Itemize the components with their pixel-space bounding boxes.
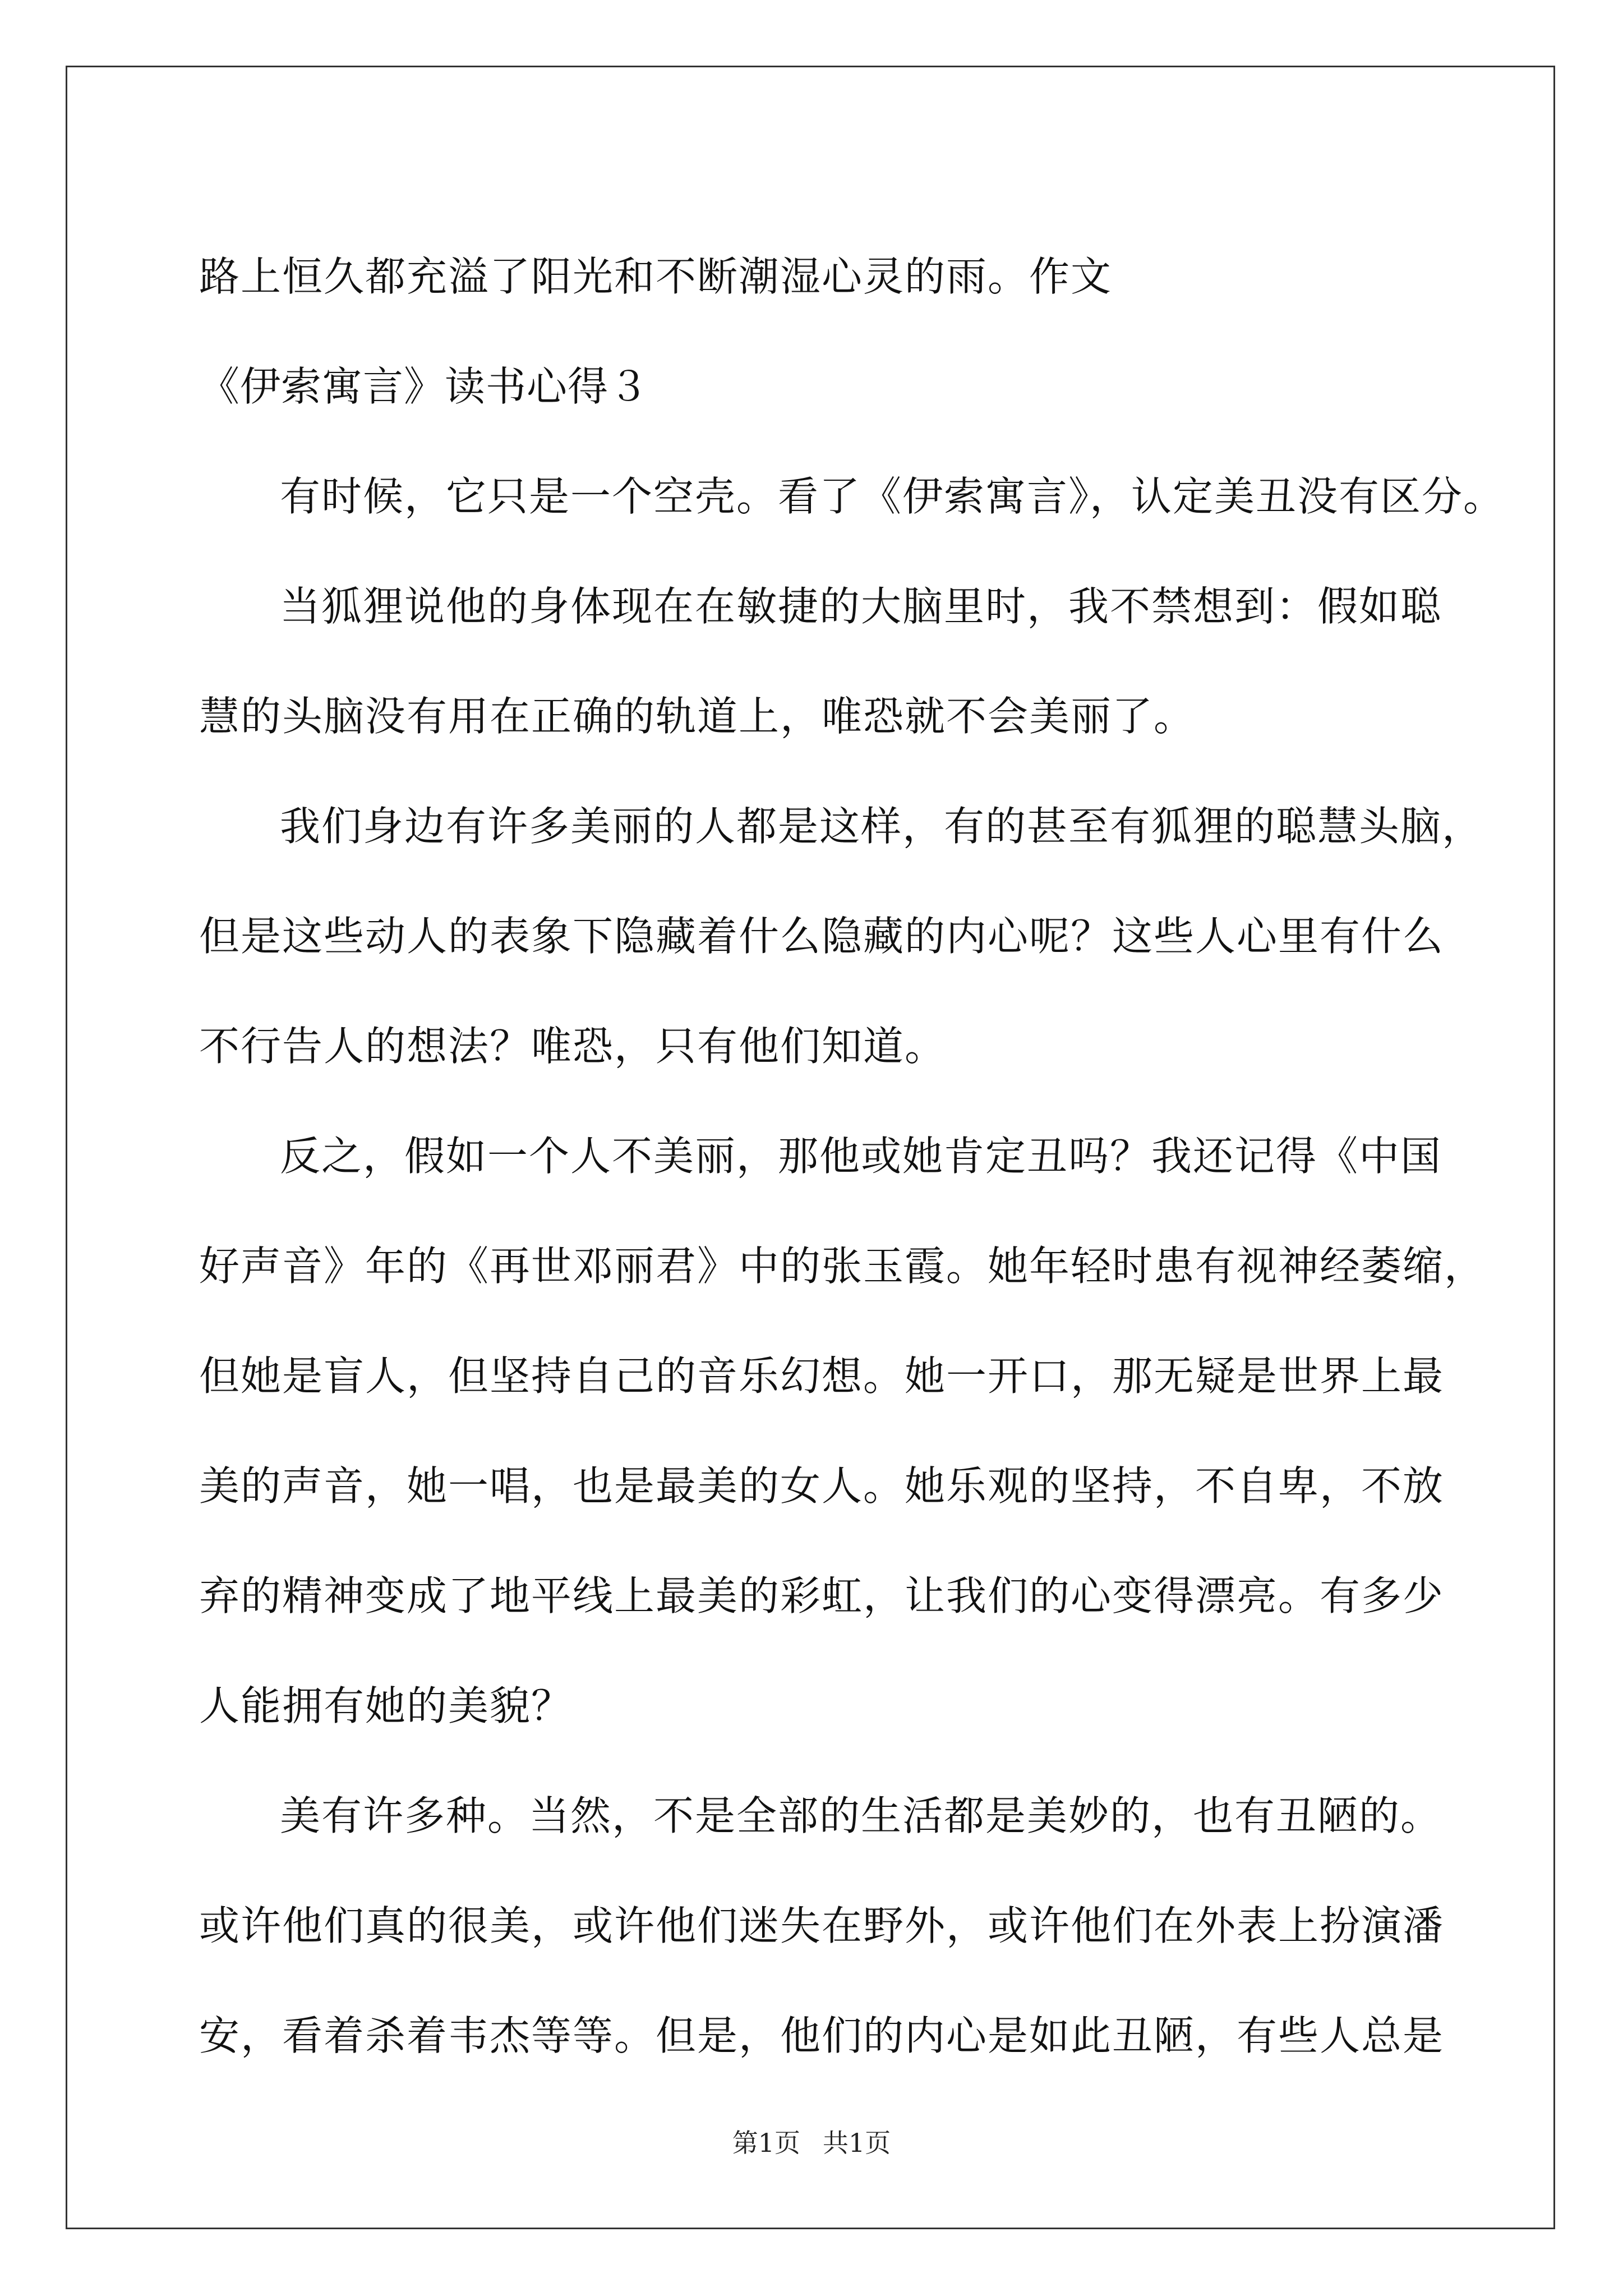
text-line: 慧的头脑没有用在正确的轨道上，唯恐就不会美丽了。 (199, 693, 1196, 740)
text-line: 不行告人的想法？唯恐，只有他们知道。 (199, 1023, 947, 1070)
text-line: 好声音》年的《再世邓丽君》中的张玉霞。她年轻时患有视神经萎缩， (199, 1243, 1486, 1290)
page-number-total: 共1页 (823, 2128, 891, 2158)
text-line: 安，看着杀着韦杰等等。但是，他们的内心是如此丑陋，有些人总是 (199, 2012, 1445, 2059)
text-line: 或许他们真的很美，或许他们迷失在野外，或许他们在外表上扮演潘 (199, 1902, 1445, 1949)
text-line: 但她是盲人，但坚持自己的音乐幻想。她一开口，那无疑是世界上最 (199, 1352, 1445, 1400)
text-line: 但是这些动人的表象下隐藏着什么隐藏的内心呢？这些人心里有什么 (199, 913, 1445, 960)
text-line: 弃的精神变成了地平线上最美的彩虹，让我们的心变得漂亮。有多少 (199, 1572, 1445, 1619)
paragraph-start: 反之，假如一个人不美丽，那他或她肯定丑吗？我还记得《中国 (280, 1133, 1442, 1180)
paragraph-start: 我们身边有许多美丽的人都是这样，有的甚至有狐狸的聪慧头脑， (280, 803, 1484, 850)
paragraph-start: 有时候，它只是一个空壳。看了《伊索寓言》，认定美丑没有区分。 (280, 473, 1505, 520)
paragraph-start: 当狐狸说他的身体现在在敏捷的大脑里时，我不禁想到：假如聪 (280, 583, 1442, 630)
page-footer (0, 2126, 1623, 2160)
document-body (199, 222, 1505, 2091)
text-line: 人能拥有她的美貌？ (199, 1682, 573, 1729)
paragraph-start: 美有许多种。当然，不是全部的生活都是美妙的，也有丑陋的。 (280, 1792, 1442, 1839)
text-line: 美的声音，她一唱，也是最美的女人。她乐观的坚持，不自卑，不放 (199, 1462, 1445, 1510)
section-title: 《伊索寓言》读书心得３ (199, 363, 650, 410)
page-number-current: 第1页 (732, 2128, 800, 2158)
text-line: 路上恒久都充溢了阳光和不断潮湿心灵的雨。作文 (199, 253, 1113, 300)
